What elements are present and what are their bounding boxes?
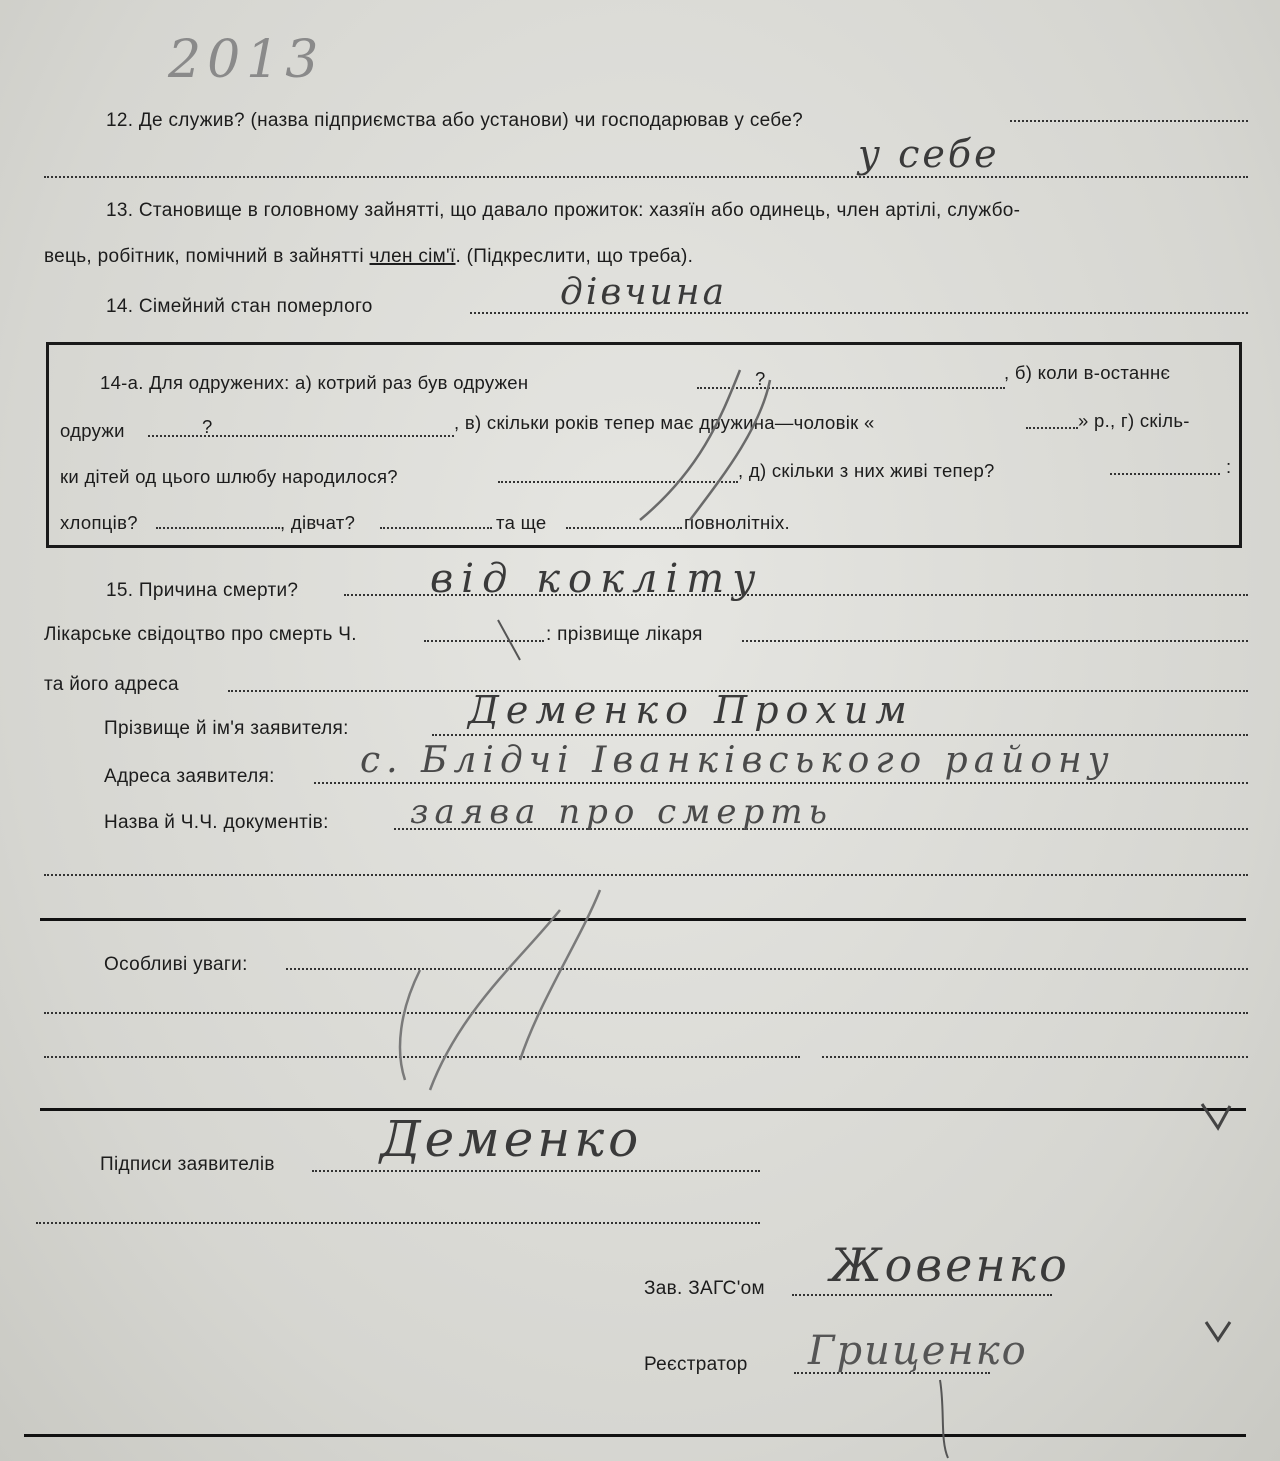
q14a-line4-a: хлопців? bbox=[60, 512, 138, 533]
applicant-address-answer: с. Блідчі Іванківського району bbox=[360, 740, 1115, 781]
doctor-address-label: та його адреса bbox=[44, 674, 179, 695]
q14a-line4-c: та ще bbox=[496, 512, 547, 533]
q14a-line4-d: повнолітніх. bbox=[684, 512, 790, 533]
applicant-signature: Деменко bbox=[380, 1110, 643, 1168]
q13-line2-pre: вець, робітник, помічний в зайнятті bbox=[44, 246, 370, 267]
q14a-line1-text: 14-а. Для одружених: а) котрий раз був одружен bbox=[100, 372, 529, 393]
q14a-line2-b: , в) скільки років тепер має дружина—чоловік « bbox=[454, 412, 875, 433]
q14a-cross-stroke bbox=[640, 370, 770, 520]
applicant-name-answer: Деменко Прохим bbox=[468, 688, 914, 732]
q14a-line4-b: , дівчат? bbox=[280, 512, 356, 533]
q14a-line3-b: , д) скільки з них живі тепер? bbox=[738, 460, 995, 481]
documents-answer: заява про смерть bbox=[410, 792, 834, 832]
remarks-label: Особливі уваги: bbox=[104, 954, 248, 975]
documents-label: Назва й Ч.Ч. документів: bbox=[104, 812, 329, 833]
q14a-line3-a: ки дітей од цього шлюбу народилося? bbox=[60, 466, 398, 487]
q14a-line1-q: ? bbox=[755, 368, 766, 389]
applicant-address-label: Адреса заявителя: bbox=[104, 766, 275, 787]
q14a-line2-c: » р., г) скіль- bbox=[1078, 410, 1190, 431]
zags-head-signature: Жовенко bbox=[830, 1238, 1070, 1292]
fold-mark-2 bbox=[1206, 1322, 1230, 1340]
signatures-label: Підписи заявителів bbox=[100, 1154, 275, 1175]
q15-label: 15. Причина смерти? bbox=[106, 580, 299, 601]
q13-line2-post: . (Підкреслити, що треба). bbox=[455, 246, 694, 267]
applicant-name-label: Прізвище й ім'я заявителя: bbox=[104, 718, 349, 739]
q13-line1: 13. Становище в головному зайнятті, що давало прожиток: хазяїн або одинець, член артілі, службо- bbox=[106, 200, 1021, 221]
q14a-line3-c: : bbox=[1226, 456, 1232, 477]
q15-answer: від кокліту bbox=[430, 556, 764, 602]
zags-head-label: Зав. ЗАГС'ом bbox=[644, 1278, 765, 1299]
q14a-line2-q: ? bbox=[202, 416, 213, 437]
q15-stroke bbox=[498, 620, 520, 660]
medical-doctor-label: : прізвище лікаря bbox=[546, 624, 703, 645]
medical-label: Лікарське свідоцтво про смерть Ч. bbox=[44, 624, 357, 645]
archive-number: 2013 bbox=[168, 30, 325, 90]
q14-label: 14. Сімейний стан померлого bbox=[106, 296, 373, 317]
registrar-label: Реєстратор bbox=[644, 1354, 748, 1375]
q12-answer: у себе bbox=[858, 132, 1000, 176]
registrar-signature: Гриценко bbox=[808, 1328, 1028, 1374]
q14a-line1-b: , б) коли в-останнє bbox=[1004, 362, 1171, 383]
fold-mark-1 bbox=[1202, 1104, 1230, 1128]
registrar-tail-stroke bbox=[940, 1380, 948, 1458]
remarks-cross-stroke bbox=[400, 890, 600, 1090]
q14a-line2-a: одружи bbox=[60, 420, 125, 441]
q14-answer: дівчина bbox=[560, 272, 728, 313]
q13-underlined-choice: член сім'ї bbox=[369, 246, 456, 267]
q12-label: 12. Де служив? (назва підприємства або установи) чи господарював у себе? bbox=[106, 110, 803, 131]
